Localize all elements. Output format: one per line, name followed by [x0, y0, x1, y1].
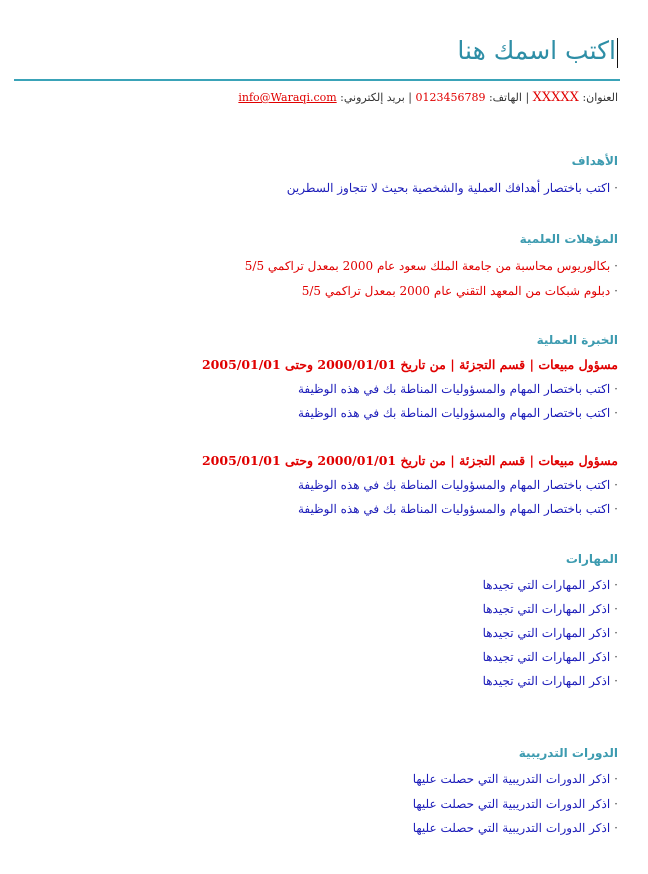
job-title: مسؤول مبيعات | قسم التجزئة | من تاريخ 2000/01/01 وحتى 2005/01/01 [201, 453, 618, 468]
list-item-text: اكتب باختصار أهدافك العملية والشخصية بحيث لا تتجاوز السطرين [286, 181, 611, 195]
list-item-text: اذكر المهارات التي تجيدها [482, 578, 611, 592]
list-item-text: اذكر الدورات التدريبية التي حصلت عليها [412, 797, 611, 811]
list-item [302, 283, 618, 299]
list-item-text: اكتب باختصار المهام والمسؤوليات المناطة بك في هذه الوظيفة [297, 406, 611, 420]
address-value[interactable]: XXXXX [532, 90, 579, 105]
phone-value[interactable]: 0123456789 [415, 91, 486, 104]
bullet-icon: · [614, 406, 618, 420]
list-item-text: اكتب باختصار المهام والمسؤوليات المناطة بك في هذه الوظيفة [297, 382, 611, 396]
list-item [413, 771, 618, 787]
list-item [413, 796, 618, 812]
list-item-text: اذكر المهارات التي تجيدها [482, 674, 611, 688]
header-divider [14, 79, 620, 81]
bullet-icon: · [614, 772, 618, 786]
section-heading-education: المؤهلات العلمية [519, 232, 618, 246]
list-item [298, 501, 618, 517]
bullet-icon: · [614, 797, 618, 811]
address-label: العنوان: [582, 91, 618, 104]
list-item [483, 673, 618, 689]
bullet-icon: · [614, 478, 618, 492]
list-item-text: اذكر المهارات التي تجيدها [482, 650, 611, 664]
list-item [298, 381, 618, 397]
list-item [483, 601, 618, 617]
bullet-icon: · [614, 259, 618, 273]
job-title: مسؤول مبيعات | قسم التجزئة | من تاريخ 2000/01/01 وحتى 2005/01/01 [201, 357, 618, 372]
list-item [298, 405, 618, 421]
list-item [298, 477, 618, 493]
list-item-text: اذكر المهارات التي تجيدها [482, 626, 611, 640]
bullet-icon: · [614, 578, 618, 592]
list-item-text: بكالوريوس محاسبة من جامعة الملك سعود عام 2000 بمعدل تراكمي 5/5 [244, 259, 611, 273]
section-heading-experience: الخبرة العملية [536, 333, 618, 347]
bullet-icon: · [614, 181, 618, 195]
text-cursor [617, 38, 618, 68]
list-item-text: اذكر الدورات التدريبية التي حصلت عليها [412, 772, 611, 786]
bullet-icon: · [614, 821, 618, 835]
section-heading-skills: المهارات [565, 552, 618, 566]
list-item [483, 649, 618, 665]
list-item [245, 258, 618, 274]
phone-label: | الهاتف: [488, 91, 530, 104]
bullet-icon: · [614, 602, 618, 616]
section-heading-courses: الدورات التدريبية [518, 746, 618, 760]
email-label: | بريد إلكتروني: [340, 91, 412, 104]
bullet-icon: · [614, 382, 618, 396]
list-item [483, 625, 618, 641]
list-item-text: دبلوم شبكات من المعهد التقني عام 2000 بمعدل تراكمي 5/5 [301, 284, 611, 298]
list-item-text: اكتب باختصار المهام والمسؤوليات المناطة بك في هذه الوظيفة [297, 502, 611, 516]
list-item [287, 180, 618, 196]
bullet-icon: · [614, 650, 618, 664]
bullet-icon: · [614, 674, 618, 688]
list-item-text: اذكر الدورات التدريبية التي حصلت عليها [412, 821, 611, 835]
list-item-text: اكتب باختصار المهام والمسؤوليات المناطة بك في هذه الوظيفة [297, 478, 611, 492]
section-heading-objectives: الأهداف [571, 154, 618, 168]
email-link[interactable]: info@Waraqi.com [238, 91, 337, 104]
bullet-icon: · [614, 502, 618, 516]
resume-name[interactable]: اكتب اسمك هنا [457, 36, 616, 65]
list-item [483, 577, 618, 593]
list-item [413, 820, 618, 836]
bullet-icon: · [614, 626, 618, 640]
bullet-icon: · [614, 284, 618, 298]
contact-line [238, 90, 618, 106]
list-item-text: اذكر المهارات التي تجيدها [482, 602, 611, 616]
